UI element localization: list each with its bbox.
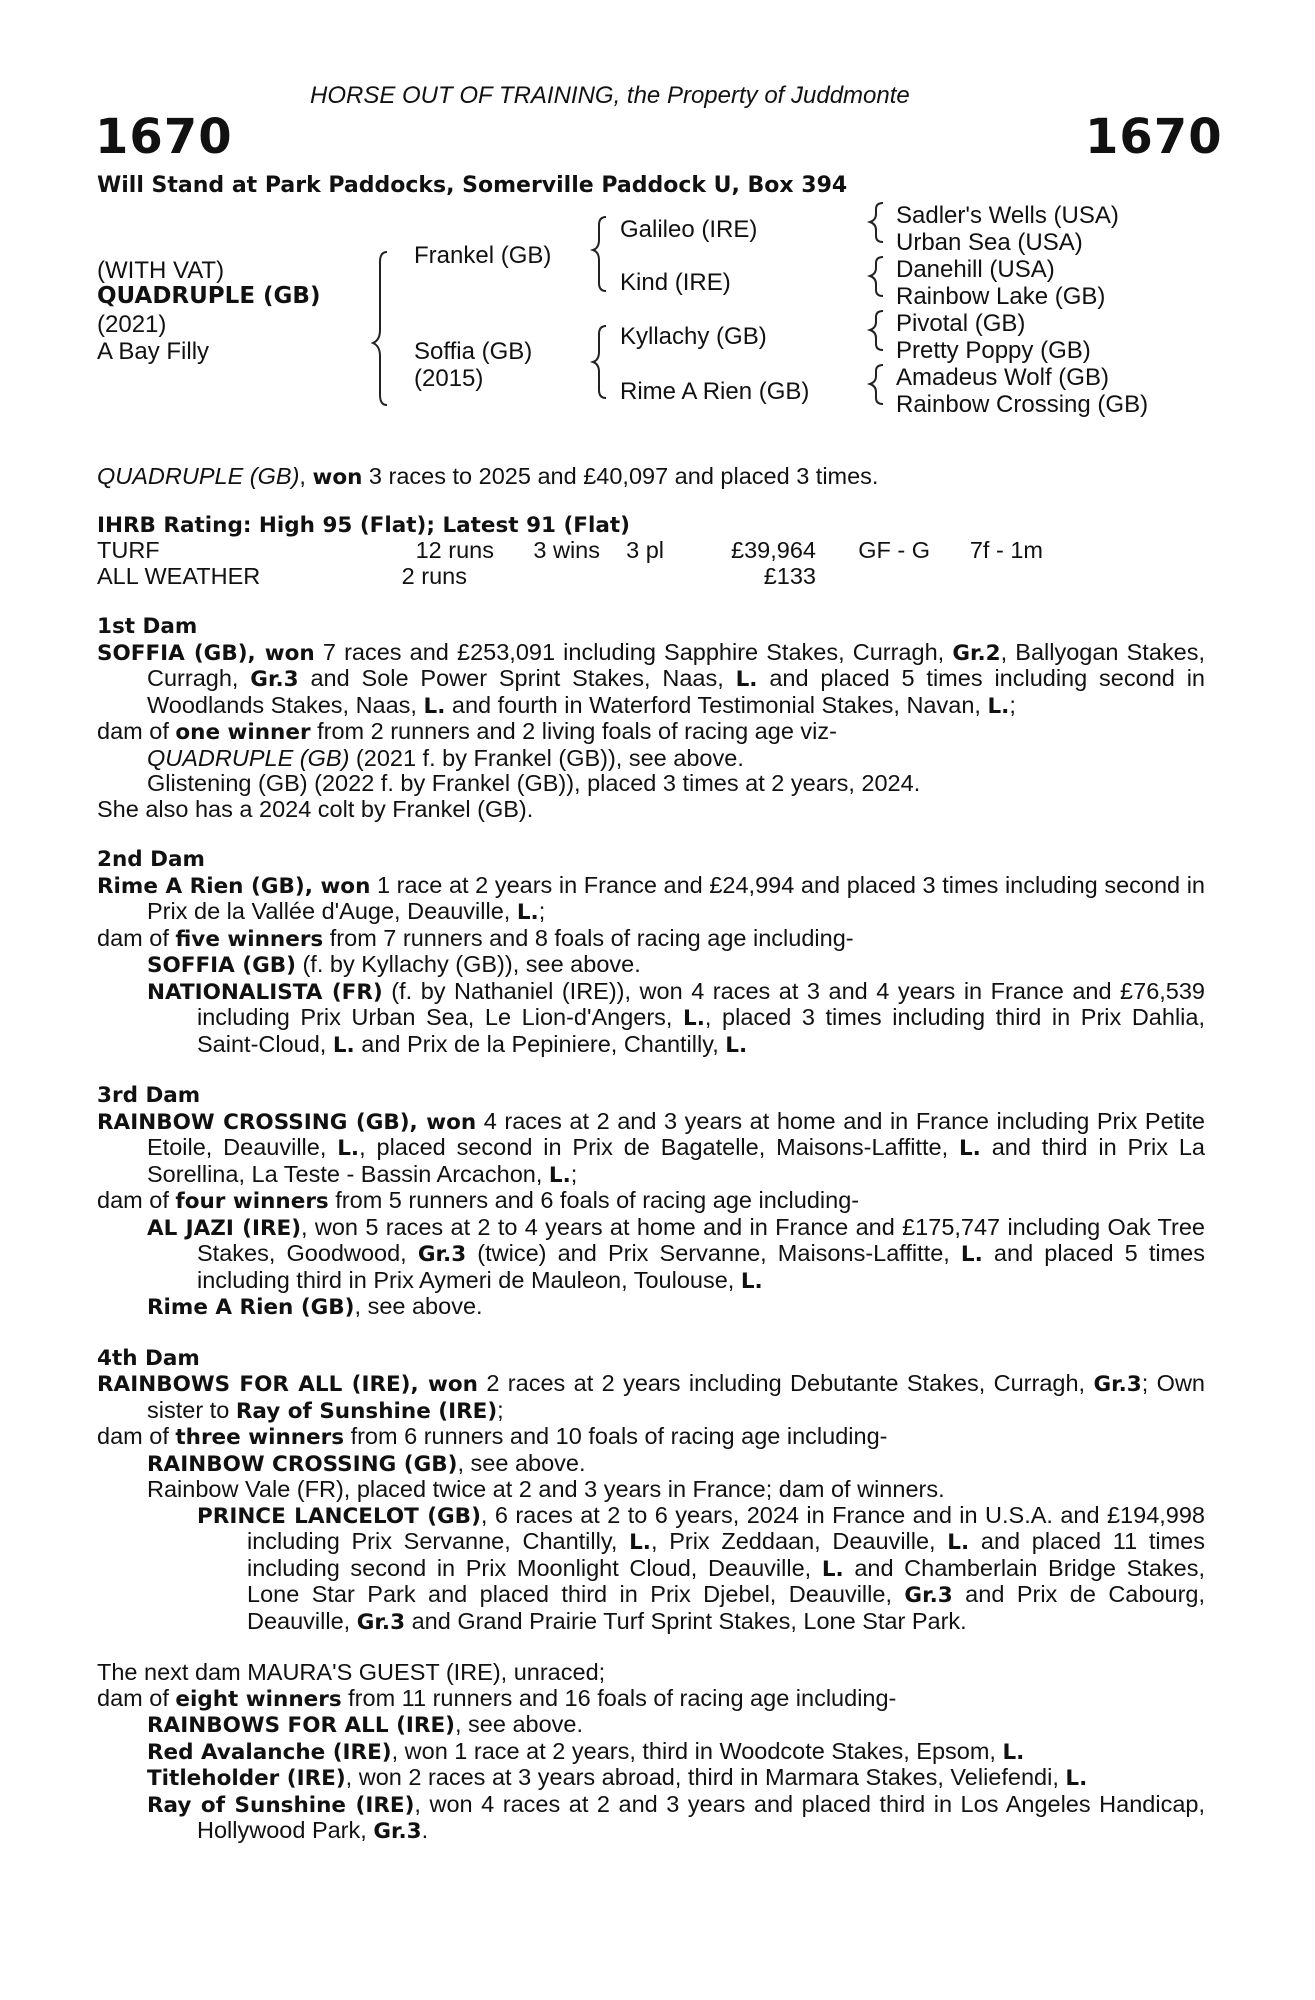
sire-sire: Galileo (IRE) [620, 216, 758, 243]
distance: 7f - 1m [969, 537, 1043, 563]
summary-text: 3 races to 2025 and £40,097 and placed 3 times. [362, 463, 879, 489]
runs: 12 runs [415, 537, 494, 563]
dam-of: dam of one winner from 2 runners and 2 living foals of racing age viz- [97, 718, 837, 745]
section-heading: 3rd Dam [97, 1083, 201, 1108]
horse-year: (2021) [97, 311, 167, 338]
great-grandparent: Rainbow Crossing (GB) [896, 391, 1149, 418]
dam-dam: Rime A Rien (GB) [620, 378, 810, 405]
lot-number-left: 1670 [95, 109, 233, 165]
dam-record: Rime A Rien (GB), won 1 race at 2 years in France and £24,994 and placed 3 times including second in Prix de la Vallée d'Auge, Deauville, L.; [97, 871, 1205, 925]
dam-year: (2015) [414, 365, 484, 392]
progeny: RAINBOW CROSSING (GB), see above. [147, 1449, 586, 1477]
sire-dam: Kind (IRE) [620, 269, 731, 296]
progeny: NATIONALISTA (FR) (f. by Nathaniel (IRE)), won 4 races at 3 and 4 years in France and £76,539 including Prix Urban Sea, Le Lion-d'Angers, L., placed 3 times including third in Prix Dahlia, Saint-Cloud, L. and Prix de la Pepiniere, Chantilly, L. [147, 977, 1205, 1058]
rating-row-turf [97, 538, 1043, 564]
summary-horse-name: QUADRUPLE (GB) [97, 463, 300, 489]
progeny: Titleholder (IRE), won 2 races at 3 years abroad, third in Marmara Stakes, Veliefendi, L. [147, 1764, 1088, 1791]
also-has: She also has a 2024 colt by Frankel (GB). [97, 795, 534, 822]
dam-line [97, 614, 1205, 1845]
great-grandparent: Pivotal (GB) [896, 310, 1026, 337]
progeny: SOFFIA (GB) (f. by Kyllachy (GB)), see above. [147, 951, 641, 978]
lot-number-right: 1670 [1085, 109, 1223, 165]
section-heading: 4th Dam [97, 1345, 200, 1371]
catalogue-heading: HORSE OUT OF TRAINING, the Property of Juddmonte [310, 82, 910, 109]
summary-won: won [312, 465, 363, 490]
stand-location: Will Stand at Park Paddocks, Somerville Paddock U, Box 394 [97, 173, 848, 198]
placed: 3 pl [626, 537, 664, 563]
great-grandparent: Rainbow Lake (GB) [896, 283, 1106, 310]
great-grandparent: Amadeus Wolf (GB) [896, 364, 1109, 391]
rating-row-aw [97, 564, 1043, 590]
prize: £133 [763, 562, 816, 589]
grand-progeny: PRINCE LANCELOT (GB), 6 races at 2 to 6 years, 2024 in France and in U.S.A. and £194,998 including Prix Servanne, Chantilly, L., Prix Zeddaan, Deauville, L. and placed 11 times including second in Prix Moonlight Cloud, Deauville, L. and Chamberlain Bridge Stakes, Lone Star Park and placed third in Prix Djebel, Deauville, Gr.3 and Prix de Cabourg, Deauville, Gr.3 and Grand Prairie Turf Sprint Stakes, Lone Star Park. [197, 1501, 1206, 1635]
surface: ALL WEATHER [97, 562, 261, 589]
progeny: Glistening (GB) (2022 f. by Frankel (GB)), placed 3 times at 2 years, 2024. [147, 770, 921, 796]
progeny: RAINBOWS FOR ALL (IRE), see above. [147, 1711, 584, 1738]
horse-description: A Bay Filly [97, 338, 210, 365]
horse-vat: (WITH VAT) [97, 257, 225, 284]
dam-of: dam of three winners from 6 runners and 10 foals of racing age including- [97, 1423, 888, 1450]
progeny: QUADRUPLE (GB) (2021 f. by Frankel (GB)), see above. [147, 744, 744, 771]
ihrb-rating: IHRB Rating: High 95 (Flat); Latest 91 (Flat) [97, 513, 630, 538]
great-grandparent: Urban Sea (USA) [896, 229, 1083, 256]
dam-name: Soffia (GB) [414, 338, 533, 365]
runs: 2 runs [401, 562, 467, 589]
great-grandparent: Danehill (USA) [896, 256, 1055, 283]
progeny: Rainbow Vale (FR), placed twice at 2 and 3 years in France; dam of winners. [147, 1476, 945, 1502]
wins: 3 wins [533, 537, 600, 563]
progeny: Ray of Sunshine (IRE), won 4 races at 2 and 3 years and placed third in Los Angeles Handicap, Hollywood Park, Gr.3. [147, 1790, 1205, 1844]
going: GF - G [858, 537, 930, 563]
sire-name: Frankel (GB) [414, 242, 552, 269]
dam-of: dam of eight winners from 11 runners and 16 foals of racing age including- [97, 1684, 897, 1712]
dam-of: dam of five winners from 7 runners and 8 foals of racing age including- [97, 924, 854, 952]
surface: TURF [97, 537, 160, 563]
progeny: AL JAZI (IRE), won 5 races at 2 to 4 years at home and in France and £175,747 including Oak Tree Stakes, Goodwood, Gr.3 (twice) and Prix Servanne, Maisons-Laffitte, L. and placed 5 times including third in Prix Aymeri de Mauleon, Toulouse, L. [147, 1213, 1205, 1294]
rating-table [97, 538, 1043, 589]
dam-record: RAINBOWS FOR ALL (IRE), won 2 races at 2 years including Debutante Stakes, Curragh, Gr.3; Own sister to Ray of Sunshine (IRE); [97, 1370, 1205, 1424]
race-summary: QUADRUPLE (GB), won 3 races to 2025 and £40,097 and placed 3 times. [97, 463, 879, 490]
progeny: Rime A Rien (GB), see above. [147, 1293, 483, 1320]
dam-sire: Kyllachy (GB) [620, 323, 767, 350]
dam-record: SOFFIA (GB), won 7 races and £253,091 including Sapphire Stakes, Curragh, Gr.2, Ballyogan Stakes, Curragh, Gr.3 and Sole Power Sprint Stakes, Naas, L. and placed 5 times including second in Woodlands Stakes, Naas, L. and fourth in Waterford Testimonial Stakes, Navan, L.; [97, 638, 1205, 719]
section-heading: 2nd Dam [97, 847, 205, 872]
progeny: Red Avalanche (IRE), won 1 race at 2 years, third in Woodcote Stakes, Epsom, L. [147, 1737, 1025, 1765]
dam-record: RAINBOW CROSSING (GB), won 4 races at 2 and 3 years at home and in France including Prix Petite Etoile, Deauville, L., placed second in Prix de Bagatelle, Maisons-Laffitte, L. and third in Prix La Sorellina, La Teste - Bassin Arcachon, L.; [97, 1107, 1205, 1188]
dam-of: dam of four winners from 5 runners and 6 foals of racing age including- [97, 1187, 860, 1214]
great-grandparent: Pretty Poppy (GB) [896, 337, 1091, 364]
horse-name: QUADRUPLE (GB) [97, 283, 321, 309]
great-grandparent: Sadler's Wells (USA) [896, 202, 1119, 229]
prize: £39,964 [731, 537, 816, 563]
next-dam: The next dam MAURA'S GUEST (IRE), unraced; [97, 1659, 606, 1685]
section-heading: 1st Dam [97, 614, 198, 639]
